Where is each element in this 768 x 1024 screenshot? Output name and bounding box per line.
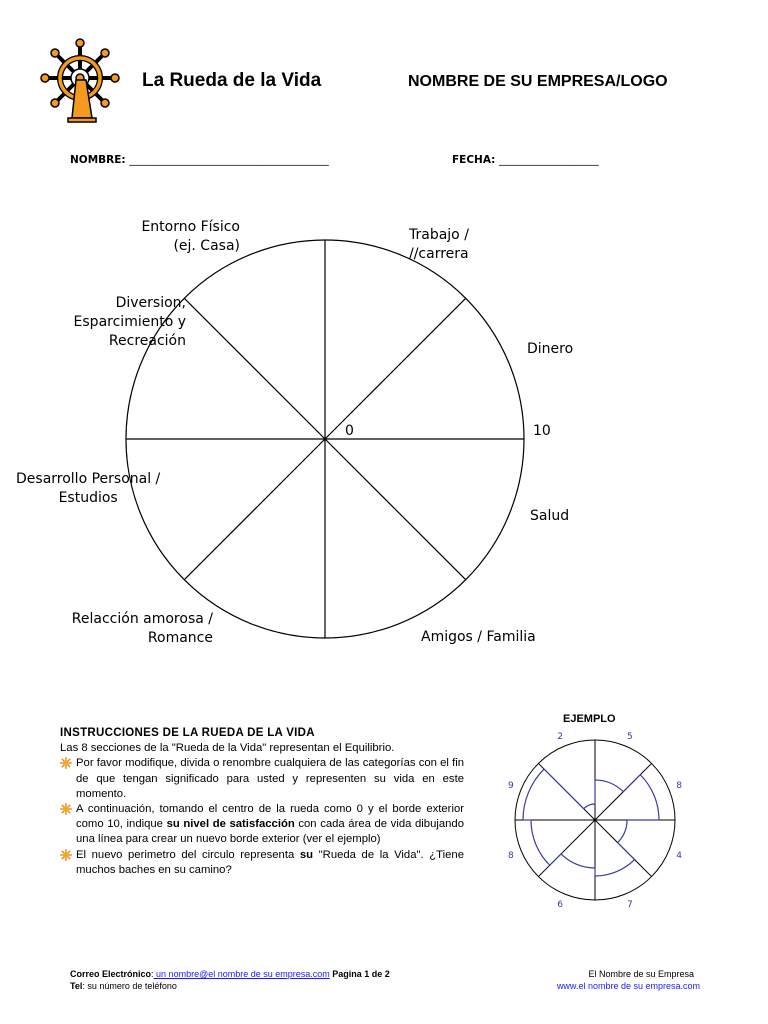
category-salud[interactable]: Salud xyxy=(530,508,570,524)
example-value-label: 5 xyxy=(626,731,633,742)
example-value-label: 2 xyxy=(557,731,564,742)
category-diversion[interactable]: Diversion, Esparcimiento y Recreación xyxy=(73,295,186,349)
category-entorno-fisico[interactable]: Entorno Físico (ej. Casa) xyxy=(141,219,240,254)
category-trabajo[interactable]: Trabajo / //carrera xyxy=(409,227,469,262)
example-connector xyxy=(550,854,561,865)
category-desarrollo-personal[interactable]: Desarrollo Personal / Estudios xyxy=(16,471,161,506)
page-title: La Rueda de la Vida xyxy=(142,70,322,91)
date-line: ___________________ xyxy=(499,154,599,166)
example-value-label: 8 xyxy=(676,781,682,792)
example-arc xyxy=(584,804,595,809)
example-arc xyxy=(640,775,659,820)
example-connector xyxy=(618,843,635,860)
example-arc xyxy=(618,820,627,843)
date-label: FECHA: xyxy=(452,154,496,166)
page-info: Pagina 1 de 2 xyxy=(329,969,390,979)
instruction-item: Por favor modifique, divida o renombre cualquiera de las categorías con el fin de que tengan significado para usted y representen su vida en este momento. xyxy=(60,756,464,802)
example-value-label: 7 xyxy=(626,900,633,911)
instruction-item: A continuación, tomando el centro de la rueda como 0 y el borde exterior como 10, indique su nivel de satisfacción con cada área de vida dibujando una línea para crear un nuevo borde exterior (ver el ejemplo) xyxy=(60,802,464,848)
tel-label: Tel xyxy=(70,981,83,991)
category-amigos-familia[interactable]: Amigos / Familia xyxy=(421,629,536,645)
footer-right xyxy=(556,968,700,992)
footer-company: El Nombre de su Empresa xyxy=(588,969,694,979)
wheel-edge-label: 10 xyxy=(533,423,551,439)
email-label: Correo Electrónico xyxy=(70,969,152,979)
example-arc xyxy=(595,780,623,792)
example-spoke xyxy=(538,820,595,877)
example-arc xyxy=(523,769,544,820)
example-value-label: 8 xyxy=(508,850,514,861)
instructions-intro: Las 8 secciones de la "Rueda de la Vida" representan el Equilibrio. xyxy=(60,742,395,755)
footer-left: Correo Electrónico: un nombre@el nombre de su empresa.com Pagina 1 de 2 Tel: su número de teléfono xyxy=(70,969,390,991)
company-logo-placeholder: NOMBRE DE SU EMPRESA/LOGO xyxy=(408,73,668,90)
example-value-label: 9 xyxy=(508,781,514,792)
instructions-title: INSTRUCCIONES DE LA RUEDA DE LA VIDA xyxy=(60,727,315,739)
example-arc xyxy=(595,860,635,876)
example-connector xyxy=(623,775,640,792)
wheel-center-label: 0 xyxy=(345,423,354,439)
example-value-label: 4 xyxy=(676,850,682,861)
satisfaction-emphasis: su nivel de satisfacción xyxy=(166,818,295,831)
example-arc xyxy=(531,820,550,865)
example-value-label: 6 xyxy=(557,900,564,911)
website-link[interactable]: www.el nombre de su empresa.com xyxy=(556,981,700,991)
category-relacion-amorosa[interactable]: Relacción amorosa / Romance xyxy=(71,611,213,646)
name-line: ______________________________________ xyxy=(129,154,329,166)
instruction-item: El nuevo perimetro del circulo representa su "Rueda de la Vida". ¿Tiene muchos baches en su camino? xyxy=(60,848,464,878)
email-link[interactable]: un nombre@el nombre de su empresa.com xyxy=(153,969,330,979)
example-title: EJEMPLO xyxy=(563,713,616,725)
name-label: NOMBRE: xyxy=(70,154,126,166)
example-connector xyxy=(544,769,584,809)
example-arc xyxy=(561,854,595,868)
tel-value: : su número de teléfono xyxy=(82,981,177,991)
category-dinero[interactable]: Dinero xyxy=(527,341,574,357)
